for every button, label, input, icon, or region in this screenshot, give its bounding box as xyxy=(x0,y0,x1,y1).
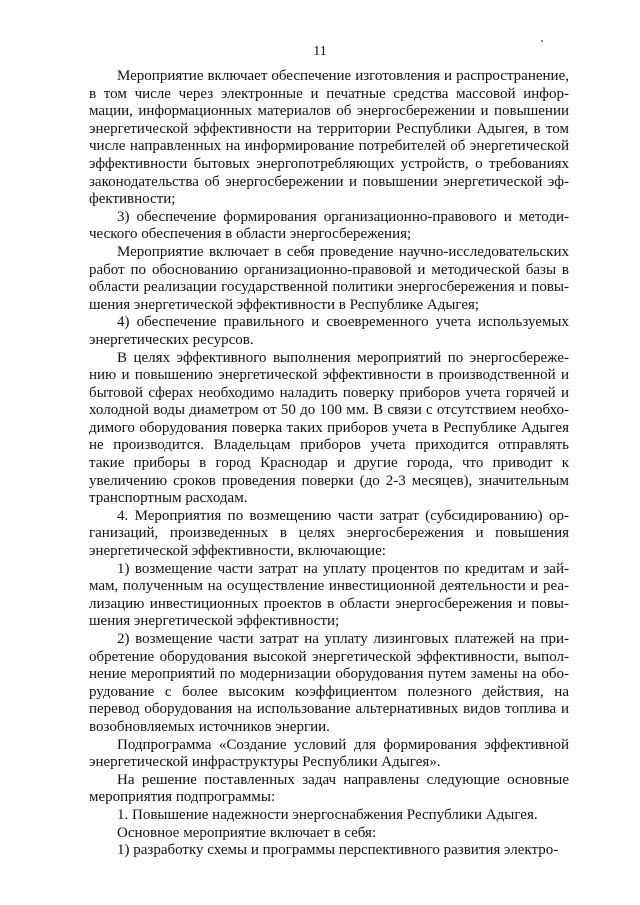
paragraph-3: Мероприятие включает в себя проведение научно-исследовательских работ по обоснованию организационно-правовой и методической базы в области реализации государственной политики энергосбережения и повышения энергетической эффективности в Республике Адыгея; xyxy=(89,243,569,313)
page-number: 11 xyxy=(313,44,327,59)
paragraph-12: Основное мероприятие включает в себя: xyxy=(117,824,377,841)
paragraph-7: 1) возмещение части затрат на уплату процентов по кредитам и займам, полученным на осуществление инвестиционной деятельности и реализацию инвестиционных проектов в области энергосбережения и повышения энергетической эффективности; xyxy=(89,560,569,630)
paragraph-13: 1) разработку схемы и программы перспективного развития электро- xyxy=(117,842,559,859)
document-body xyxy=(89,68,569,860)
paragraph-2: 3) обеспечение формирования организационно-правового и методического обеспечения в области энергосбережения; xyxy=(89,208,569,243)
paragraph-11: 1. Повышение надежности энергоснабжения Республики Адыгея. xyxy=(117,806,538,823)
scan-speck xyxy=(541,40,543,42)
paragraph-9: Подпрограмма «Создание условий для формирования эффективной энергетической инфраструктуры Республики Адыгея». xyxy=(89,736,569,771)
paragraph-5: В целях эффективного выполнения мероприятий по энергосбережению и повышению энергетической эффективности в производственной и бытовой сферах необходимо наладить поверку приборов учета горячей и холодной воды диаметром от 50 до 100 мм. В связи с отсутствием необходимого оборудования поверка таких приборов учета в Республике Адыгея не производится. Владельцам приборов учета приходится отправлять такие приборы в город Краснодар и другие города, что приводит к увеличению сроков проведения поверки (до 2-3 месяцев), значительным транспортным расходам. xyxy=(89,349,569,507)
paragraph-1: Мероприятие включает обеспечение изготовления и распространение, в том числе через электронные и печатные средства массовой информации, информационных материалов об энергосбережении и повышении энергетической эффективности на территории Республики Адыгея, в том числе направленных на информирование потребителей об энергетической эффективности бытовых энергопотребляющих устройств, о требованиях законодательства об энергосбережении и повышении энергетической эффективности; xyxy=(89,68,569,208)
paragraph-6: 4. Мероприятия по возмещению части затрат (субсидированию) организаций, произведенных в целях энергосбережения и повышения энергетической эффективности, включающие: xyxy=(89,507,569,560)
paragraph-4: 4) обеспечение правильного и своевременного учета используемых энергетических ресурсов. xyxy=(89,314,569,348)
paragraph-10: На решение поставленных задач направлены следующие основные мероприятия подпрограммы: xyxy=(89,771,569,806)
paragraph-8: 2) возмещение части затрат на уплату лизинговых платежей на приобретение оборудования высокой энергетической эффективности, выполнение мероприятий по модернизации оборудования путем замены на оборудование с более высоким коэффициентом полезного действия, на перевод оборудования на использование альтернативных видов топлива и возобновляемых источников энергии. xyxy=(89,631,569,735)
